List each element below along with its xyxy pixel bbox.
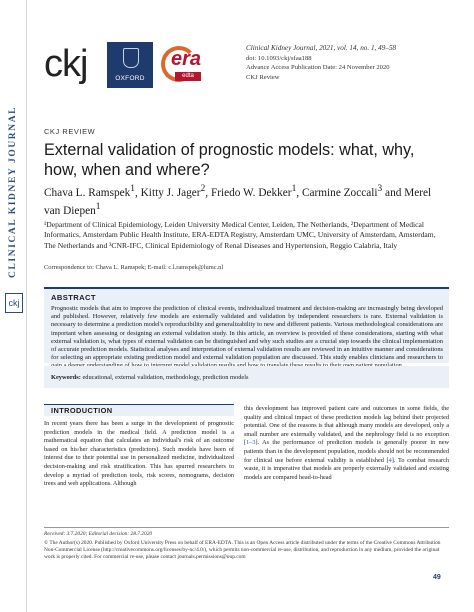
- author[interactable]: Merel van Diepen: [44, 186, 432, 217]
- doi-link[interactable]: doi: 10.1093/ckj/sfaa188: [246, 54, 312, 62]
- keywords: [51, 374, 249, 381]
- author-affil-sup: 1: [95, 201, 101, 212]
- author-affil-sup: 1: [291, 184, 297, 194]
- abstract-text: Prognostic models that aim to improve the prediction of clinical events, individualized treatment and decision-making are increasingly being developed and published. However, relatively few models are externally validated and validation by independent researchers is rare. External validation is necessary to determine a prediction model's reproducibility and generalizability to new and different patients. Various methodological considerations are important when assessing or designing an external validation study. In this article, an overview is provided of these considerations, starting with what external validation is, what types of external validation can be distinguished and why such studies are a crucial step towards the clinical implementation of accurate prediction models. Statistical analyses and interpretation of external validation results are reviewed in an intuitive manner and considerations for selecting an appropriate existing prediction model and external validation population are discussed. This study enables clinicians and researchers to: [51, 305, 443, 362]
- paragraph: In recent years there has been a surge in the development of prognostic prediction models in the medical field. A prediction model is a mathematical equation that calculates an individual's risk of an outcome based on his/her characteristics (predictors). Such models have been of interest due to their potential use in personalized medicine, individualized decision-making and risk stratification. This has spurred researchers to develop a myriad of prediction tools, risk scores, nomograms, decision trees and web applications. Although: [44, 420, 234, 488]
- section-name: CKJ Review: [246, 73, 280, 81]
- author-sep: ,: [134, 186, 141, 199]
- keywords-list: educational, external validation, methodology, prediction models: [82, 374, 249, 381]
- oxford-logo-text: OXFORD: [115, 75, 145, 82]
- journal-vertical-title: [8, 232, 18, 278]
- footer-rule: [44, 527, 449, 528]
- citation-link[interactable]: 4: [388, 456, 392, 464]
- affiliations: ¹Department of Clinical Epidemiology, Leiden University Medical Center, Leiden, The Netherlands, ²Department of Medical Informatics, Amsterdam Public Health Institute, ERA-EDTA Registry, Amsterdam UMC, University of Amsterdam, Amsterdam, The Netherlands and ³CNR-IFC, Clinical Epidemiology of Renal Diseases and Hypertension, Reggio Calabria, Italy: [44, 220, 436, 250]
- author-sep: ,: [296, 186, 302, 199]
- citation-link[interactable]: 1–3: [246, 439, 256, 447]
- body-column-right: [244, 405, 449, 482]
- article-title: External validation of prognostic models: what, why, how, when and where?: [44, 141, 415, 179]
- text-run: this development has improved patient care and outcomes in some fields, the quality and clinical impact of these prediction models lag behind their projected potential. One of the reasons is that although many models are developed, only a small number are externally validated, and the nephrology field is no exception [: [244, 405, 449, 447]
- era-logo-text: era: [171, 48, 202, 70]
- side-divider: [26, 0, 27, 612]
- page-number: 49: [433, 574, 441, 581]
- oxford-crest-icon: [123, 48, 139, 68]
- author-affil-sup: 2: [200, 184, 206, 194]
- journal-citation: Clinical Kidney Journal, 2021, vol. 14, no. 1, 49–58: [246, 44, 397, 52]
- author[interactable]: Friedo W. Dekker: [210, 186, 292, 199]
- era-edta-logo[interactable]: [159, 42, 207, 88]
- author-sep: and: [382, 186, 405, 199]
- side-ckj-logo: ckj: [5, 293, 23, 313]
- text-run: ]. As the performance of prediction models is generally poorer in new patients than in the development population, models should not be recommended for clinical use before external validity is established [: [244, 439, 449, 464]
- author-affil-sup: 1: [130, 184, 135, 194]
- oxford-logo[interactable]: [107, 42, 153, 88]
- body-column-left: [44, 420, 234, 489]
- keywords-label: Keywords:: [51, 374, 81, 381]
- correspondence: Correspondence to: Chava L. Ramspek; E-mail: c.l.ramspek@lumc.nl: [44, 264, 224, 271]
- journal-reference: [246, 44, 396, 82]
- author-affil-sup: 3: [377, 184, 383, 194]
- copyright-notice: © The Author(s) 2020. Published by Oxford University Press on behalf of ERA-EDTA. This is an Open Access article distributed under the terms of the Creative Commons Attribution Non-Commercial License (http://creativecommons.org/licenses/by-nc/4.0/), which permits non-commercial re-use, distribution, and reproduction in any medium, provided the original work is properly cited. For commercial re-use, please contact journals.permissions@oup.com: [44, 540, 441, 560]
- introduction-heading: INTRODUCTION: [51, 406, 113, 415]
- author[interactable]: Carmine Zoccali: [301, 186, 378, 199]
- received-dates: Received: 3.7.2020; Editorial decision: 28.7.2020: [44, 531, 153, 537]
- ckj-logo[interactable]: ckj: [44, 43, 88, 85]
- abstract-heading: ABSTRACT: [51, 293, 96, 302]
- article-type-label: CKJ REVIEW: [44, 127, 96, 136]
- author[interactable]: Chava L. Ramspek: [44, 186, 131, 199]
- paragraph: [244, 405, 449, 482]
- edta-logo-text: edta: [175, 72, 201, 81]
- advance-access-date: Advance Access Publication Date: 24 November 2020: [246, 64, 390, 71]
- author[interactable]: Kitty J. Jager: [140, 186, 201, 199]
- author-sep: ,: [205, 186, 211, 199]
- text-run: ]. To combat research waste, it is imperative that models are properly externally validated and existing models are compared head-to-head: [244, 456, 450, 481]
- author-list: [44, 182, 444, 218]
